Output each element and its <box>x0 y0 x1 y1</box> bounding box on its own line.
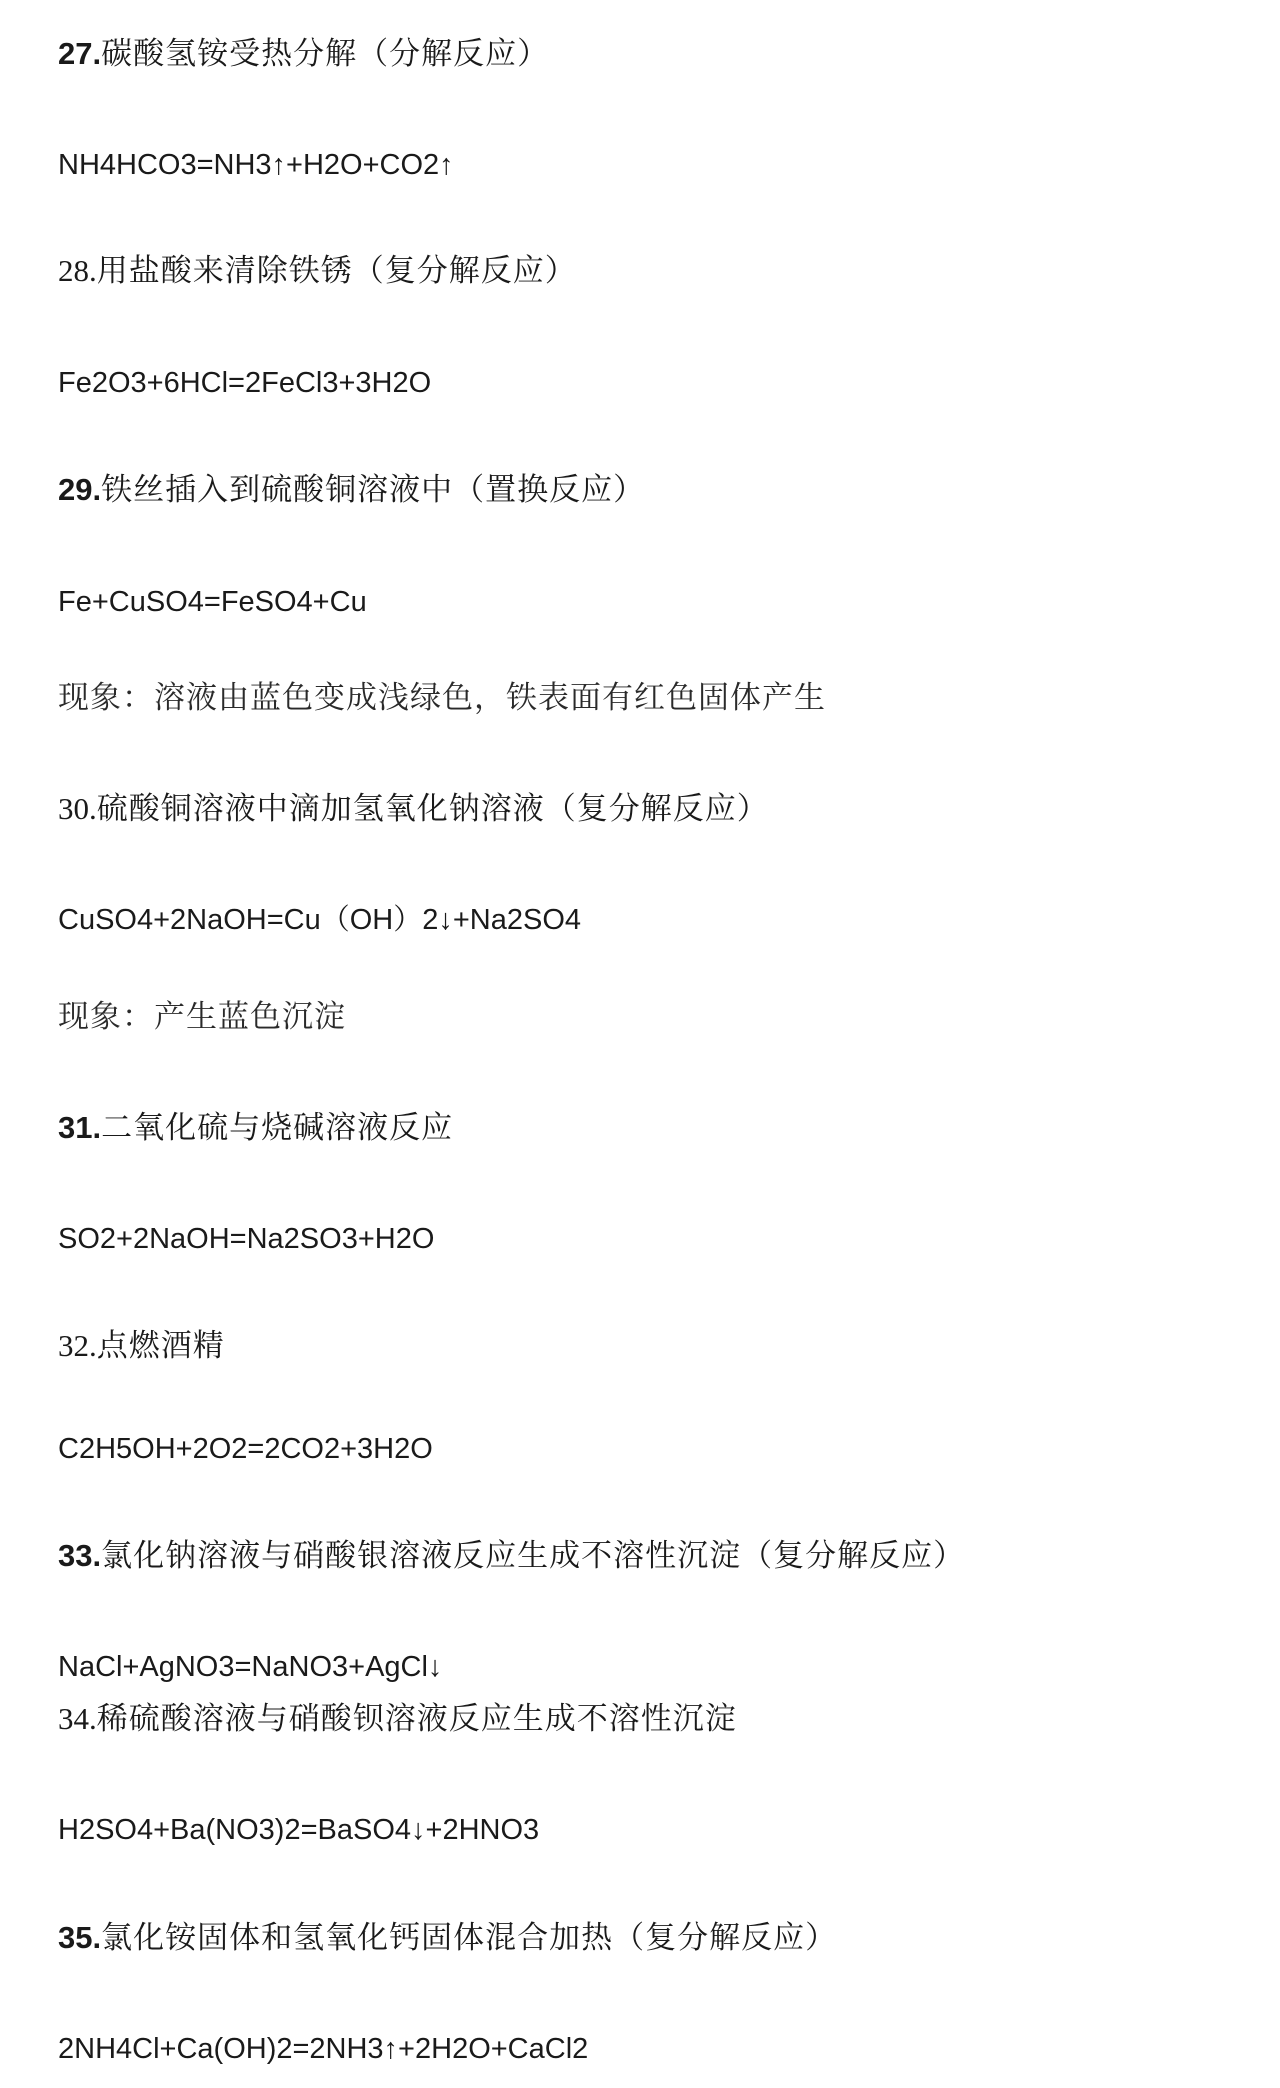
item-number: 28. <box>58 253 97 288</box>
item-32-heading <box>58 1330 225 1362</box>
item-number: 35. <box>58 1920 102 1955</box>
item-29-observation: 现象：溶液由蓝色变成浅绿色，铁表面有红色固体产生 <box>58 680 826 716</box>
item-33-formula: NaCl+AgNO3=NaNO3+AgCl↓ <box>58 1651 443 1683</box>
item-number: 29. <box>58 472 102 507</box>
item-33-heading <box>58 1540 965 1572</box>
item-number: 32. <box>58 1328 97 1363</box>
item-number: 34. <box>58 1701 97 1736</box>
item-35-heading <box>58 1922 837 1954</box>
item-title: 碳酸氢铵受热分解（分解反应） <box>101 36 550 72</box>
item-number: 31. <box>58 1110 102 1145</box>
item-30-heading <box>58 793 769 825</box>
item-28-heading <box>58 255 577 287</box>
item-27-formula: NH4HCO3=NH3↑+H2O+CO2↑ <box>58 149 454 181</box>
item-title: 稀硫酸溶液与硝酸钡溶液反应生成不溶性沉淀 <box>96 1701 737 1737</box>
item-title: 点燃酒精 <box>96 1328 225 1364</box>
item-27-heading <box>58 38 549 70</box>
item-28-formula: Fe2O3+6HCl=2FeCl3+3H2O <box>58 367 432 399</box>
item-30-formula: CuSO4+2NaOH=Cu（OH）2↓+Na2SO4 <box>58 904 582 936</box>
item-title: 氯化钠溶液与硝酸银溶液反应生成不溶性沉淀（复分解反应） <box>101 1538 966 1574</box>
item-29-heading <box>58 474 645 506</box>
item-title: 氯化铵固体和氢氧化钙固体混合加热（复分解反应） <box>101 1920 838 1956</box>
item-title: 二氧化硫与烧碱溶液反应 <box>101 1110 454 1146</box>
item-title: 用盐酸来清除铁锈（复分解反应） <box>96 253 577 289</box>
item-32-formula: C2H5OH+2O2=2CO2+3H2O <box>58 1433 433 1465</box>
item-title: 硫酸铜溶液中滴加氢氧化钠溶液（复分解反应） <box>96 791 769 827</box>
item-31-formula: SO2+2NaOH=Na2SO3+H2O <box>58 1223 435 1255</box>
item-34-heading <box>58 1703 737 1735</box>
item-30-observation: 现象：产生蓝色沉淀 <box>58 999 346 1035</box>
item-31-heading <box>58 1112 453 1144</box>
item-29-formula: Fe+CuSO4=FeSO4+Cu <box>58 586 367 618</box>
item-number: 33. <box>58 1538 102 1573</box>
item-number: 30. <box>58 791 97 826</box>
item-35-formula: 2NH4Cl+Ca(OH)2=2NH3↑+2H2O+CaCl2 <box>58 2033 589 2065</box>
item-34-formula: H2SO4+Ba(NO3)2=BaSO4↓+2HNO3 <box>58 1814 540 1846</box>
item-title: 铁丝插入到硫酸铜溶液中（置换反应） <box>101 472 646 508</box>
item-number: 27. <box>58 36 102 71</box>
